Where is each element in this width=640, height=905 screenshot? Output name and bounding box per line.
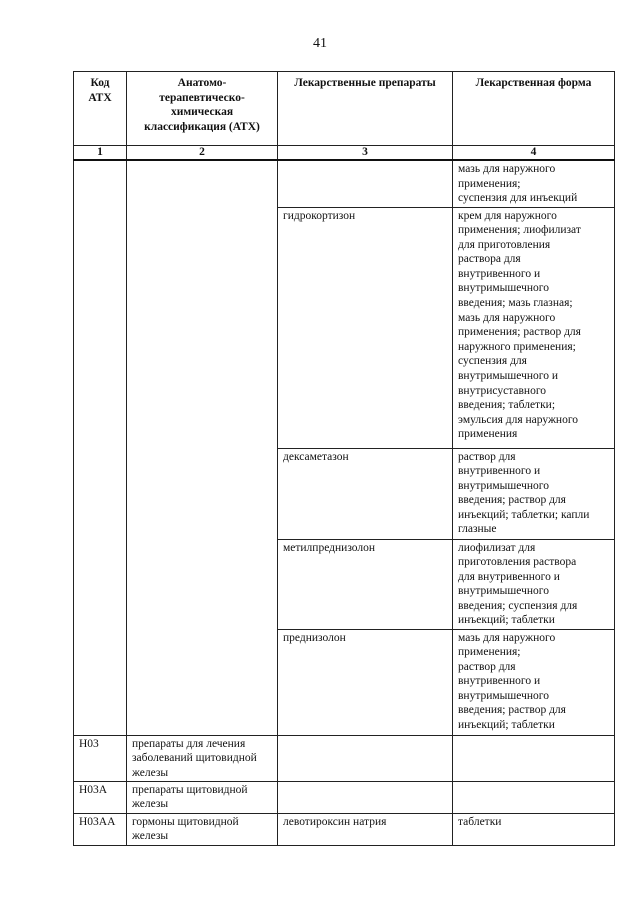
code-cell-continued bbox=[74, 160, 127, 735]
drug-cell: дексаметазон bbox=[278, 448, 453, 539]
form-cell bbox=[453, 735, 615, 781]
page-number: 41 bbox=[313, 36, 327, 51]
classification-cell: препараты для лечения заболеваний щитовидной железы bbox=[127, 735, 278, 781]
drug-cell bbox=[278, 781, 453, 813]
table-row bbox=[74, 735, 615, 781]
classification-cell: препараты щитовидной железы bbox=[127, 781, 278, 813]
form-cell: таблетки bbox=[453, 813, 615, 845]
column-number: 2 bbox=[127, 146, 278, 161]
table-row bbox=[74, 813, 615, 845]
atx-drug-table bbox=[73, 71, 615, 846]
column-number-row bbox=[74, 146, 615, 161]
column-number: 3 bbox=[278, 146, 453, 161]
header-code: Код АТХ bbox=[74, 72, 127, 146]
header-drugs: Лекарственные препараты bbox=[278, 72, 453, 146]
table-header-row bbox=[74, 72, 615, 146]
header-form: Лекарственная форма bbox=[453, 72, 615, 146]
table-row bbox=[74, 160, 615, 207]
table-row bbox=[74, 781, 615, 813]
drug-cell: левотироксин натрия bbox=[278, 813, 453, 845]
column-number: 1 bbox=[74, 146, 127, 161]
drug-cell bbox=[278, 735, 453, 781]
drug-cell: гидрокортизон bbox=[278, 207, 453, 448]
column-number: 4 bbox=[453, 146, 615, 161]
form-cell: лиофилизат для приготовления раствора для внутривенного и внутримышечного введения; суспензия для инъекций; таблетки bbox=[453, 539, 615, 629]
form-cell: раствор для внутривенного и внутримышечного введения; раствор для инъекций; таблетки; капли глазные bbox=[453, 448, 615, 539]
form-cell: крем для наружного применения; лиофилизат для приготовления раствора для внутривенного и внутримышечного введения; мазь глазная; мазь для наружного применения; раствор для наружного применения; суспензия для внутримышечного и внутрисуставного введения; таблетки; эмульсия для наружного применения bbox=[453, 207, 615, 448]
code-cell: H03AA bbox=[74, 813, 127, 845]
form-cell: мазь для наружного применения; суспензия для инъекций bbox=[453, 160, 615, 207]
classification-cell-continued bbox=[127, 160, 278, 735]
form-cell bbox=[453, 781, 615, 813]
header-classification: Анатомо- терапевтическо- химическая классификация (АТХ) bbox=[127, 72, 278, 146]
code-cell: H03A bbox=[74, 781, 127, 813]
drug-cell: преднизолон bbox=[278, 629, 453, 735]
drug-cell bbox=[278, 160, 453, 207]
form-cell: мазь для наружного применения; раствор для внутривенного и внутримышечного введения; раствор для инъекций; таблетки bbox=[453, 629, 615, 735]
drug-cell: метилпреднизолон bbox=[278, 539, 453, 629]
code-cell: H03 bbox=[74, 735, 127, 781]
classification-cell: гормоны щитовидной железы bbox=[127, 813, 278, 845]
